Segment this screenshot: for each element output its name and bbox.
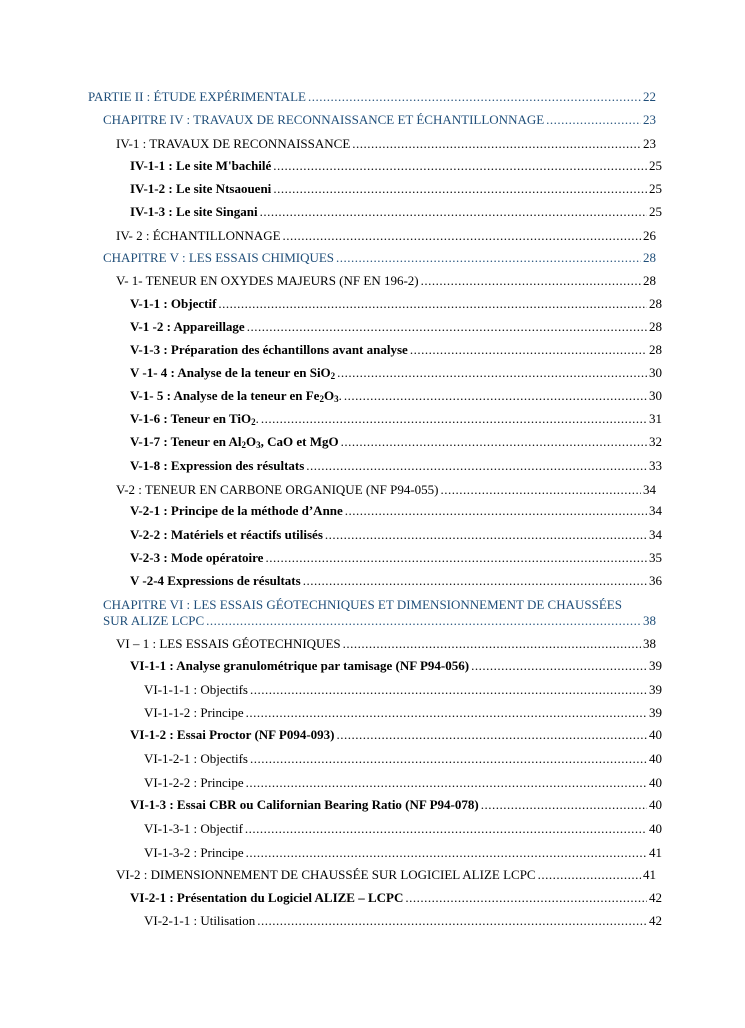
toc-entry-chapitre-4[interactable] <box>103 111 656 129</box>
toc-entry-partie-2[interactable] <box>88 88 656 106</box>
toc-entry-title: V-1-3 : Préparation des échantillons avant analyse <box>130 342 408 357</box>
toc-entry-title: VI-1-2 : Essai Proctor (NF P094-093) <box>130 727 335 742</box>
toc-entry-v-2-3[interactable] <box>130 549 662 567</box>
toc-entry-title: VI – 1 : LES ESSAIS GÉOTECHNIQUES <box>116 636 341 651</box>
toc-entry-vi-1-2[interactable] <box>130 726 662 744</box>
toc-entry-vi-2[interactable] <box>116 866 656 884</box>
toc-entry-v-1-8[interactable] <box>130 457 662 475</box>
toc-page-number: 30 <box>649 365 662 380</box>
toc-entry-title: VI-2 : DIMENSIONNEMENT DE CHAUSSÉE SUR LOGICIEL ALIZE LCPC <box>116 867 536 882</box>
toc-page-number: 39 <box>649 705 662 720</box>
toc-entry-iv-1-2[interactable] <box>130 180 662 198</box>
toc-page-number: 34 <box>643 482 656 497</box>
toc-entry-title: SUR ALIZE LCPC <box>103 613 205 628</box>
toc-page-number: 23 <box>643 112 656 127</box>
toc-page-number: 28 <box>649 319 662 334</box>
toc-entry-v-2-4[interactable] <box>130 572 662 590</box>
toc-entry-vi-1-1[interactable] <box>130 657 662 675</box>
toc-entry-title: IV-1-1 : Le site M'bachilé <box>130 158 272 173</box>
toc-entry-title: CHAPITRE V : LES ESSAIS CHIMIQUES <box>103 250 335 265</box>
toc-entry-vi-1-3-2[interactable] <box>144 844 662 862</box>
toc-entry-title: VI-1-3-2 : Principe <box>144 845 244 860</box>
toc-entry-title: V- 1- TENEUR EN OXYDES MAJEURS (NF EN 196-2) <box>116 273 419 288</box>
toc-entry-title: V-2 : TENEUR EN CARBONE ORGANIQUE (NF P94-055) <box>116 482 439 497</box>
toc-entry-vi-2-1[interactable] <box>130 889 662 907</box>
toc-entry-iv-1-1[interactable] <box>130 157 662 175</box>
toc-entry-vi-1-3-1[interactable] <box>144 820 662 838</box>
toc-entry-v-2-2[interactable] <box>130 526 662 544</box>
toc-page-number: 25 <box>649 181 662 196</box>
toc-entry-title: V-1-1 : Objectif <box>130 296 217 311</box>
toc-entry-vi-2-1-1[interactable] <box>144 912 662 930</box>
toc-page-number: 42 <box>649 913 662 928</box>
toc-page-number: 40 <box>649 751 662 766</box>
toc-entry-vi-1-2-1[interactable] <box>144 750 662 768</box>
toc-page-number: 28 <box>643 273 656 288</box>
toc-entry-title: V-1 -2 : Appareillage <box>130 319 245 334</box>
toc-page-number: 26 <box>643 228 656 243</box>
toc-page-number: 40 <box>649 821 662 836</box>
toc-page-number: 31 <box>649 411 662 426</box>
toc-page-number: 42 <box>649 890 662 905</box>
toc-entry-chapitre-6-line1[interactable]: CHAPITRE VI : LES ESSAIS GÉOTECHNIQUES ET DIMENSIONNEMENT DE CHAUSSÉES <box>103 597 622 612</box>
toc-page-number: 38 <box>643 613 656 628</box>
toc-entry-title: VI-2-1-1 : Utilisation <box>144 913 256 928</box>
toc-entry-title: CHAPITRE IV : TRAVAUX DE RECONNAISSANCE ET ÉCHANTILLONNAGE <box>103 112 545 127</box>
toc-entry-v-2[interactable] <box>116 481 656 499</box>
toc-entry-vi-1-3[interactable] <box>130 796 662 814</box>
toc-entry-title: PARTIE II : ÉTUDE EXPÉRIMENTALE <box>88 89 306 104</box>
toc-entry-iv-1[interactable] <box>116 135 656 153</box>
toc-page-number: 28 <box>649 342 662 357</box>
toc-entry-title: VI-1-3-1 : Objectif <box>144 821 243 836</box>
toc-page-number: 32 <box>649 434 662 449</box>
toc-entry-v-1-6[interactable] <box>130 410 662 428</box>
toc-entry-iv-2[interactable] <box>116 227 656 245</box>
toc-page-number: 39 <box>649 682 662 697</box>
toc-page-number: 40 <box>649 797 662 812</box>
toc-page-number: 34 <box>649 527 662 542</box>
toc-page-number: 25 <box>649 204 662 219</box>
toc-entry-vi-1-1-1[interactable] <box>144 681 662 699</box>
toc-page-number: 33 <box>649 458 662 473</box>
toc-page-number: 35 <box>649 550 662 565</box>
toc-entry-iv-1-3[interactable] <box>130 203 662 221</box>
toc-entry-v-1[interactable] <box>116 272 656 290</box>
toc-page-number: 28 <box>649 296 662 311</box>
toc-entry-title: V-1-8 : Expression des résultats <box>130 458 305 473</box>
toc-entry-title: VI-1-2-1 : Objectifs <box>144 751 248 766</box>
toc-entry-title: V-2-3 : Mode opératoire <box>130 550 264 565</box>
toc-entry-title: V -1- 4 : Analyse de la teneur en SiO$_2$ <box>130 365 336 381</box>
toc-entry-title: VI-2-1 : Présentation du Logiciel ALIZE – LCPC <box>130 890 404 905</box>
toc-page-number: 28 <box>643 250 656 265</box>
toc-page-number: 30 <box>649 388 662 403</box>
toc-entry-chapitre-6[interactable] <box>103 612 656 630</box>
toc-entry-v-1-2[interactable] <box>130 318 662 336</box>
toc-entry-title: V-2-1 : Principe de la méthode d’Anne <box>130 503 343 518</box>
toc-page-number: 41 <box>643 867 656 882</box>
toc-entry-title: V -2-4 Expressions de résultats <box>130 573 301 588</box>
toc-entry-title: V-1-7 : Teneur en $Al_2O_3$, CaO et MgO <box>130 434 339 450</box>
toc-entry-title: V-1-6 : Teneur en TiO$_2$. <box>130 411 259 427</box>
toc-entry-title: IV- 2 : ÉCHANTILLONNAGE <box>116 228 281 243</box>
toc-entry-title: VI-1-1-1 : Objectifs <box>144 682 248 697</box>
toc-entry-title: V-2-2 : Matériels et réactifs utilisés <box>130 527 323 542</box>
toc-entry-v-1-7[interactable] <box>130 433 662 451</box>
toc-page-number: 22 <box>643 89 656 104</box>
toc-entry-v-2-1[interactable] <box>130 502 662 520</box>
toc-page-number: 40 <box>649 727 662 742</box>
toc-entry-title: VI-1-3 : Essai CBR ou Californian Bearing Ratio (NF P94-078) <box>130 797 479 812</box>
toc-entry-title: VI-1-2-2 : Principe <box>144 775 244 790</box>
toc-entry-title: IV-1-3 : Le site Singani <box>130 204 258 219</box>
toc-entry-vi-1[interactable] <box>116 635 656 653</box>
toc-entry-title: VI-1-1-2 : Principe <box>144 705 244 720</box>
toc-page-number: 41 <box>649 845 662 860</box>
toc-page-number: 38 <box>643 636 656 651</box>
toc-entry-v-1-1[interactable] <box>130 295 662 313</box>
toc-page-number: 34 <box>649 503 662 518</box>
toc-entry-v-1-3[interactable] <box>130 341 662 359</box>
toc-entry-v-1-5[interactable] <box>130 387 662 405</box>
toc-entry-v-1-4[interactable] <box>130 364 662 382</box>
toc-page-number: 25 <box>649 158 662 173</box>
toc-entry-chapitre-5[interactable] <box>103 249 656 267</box>
toc-page-number: 40 <box>649 775 662 790</box>
toc-entry-title: VI-1-1 : Analyse granulométrique par tamisage (NF P94-056) <box>130 658 470 673</box>
toc-entry-title: IV-1-2 : Le site Ntsaoueni <box>130 181 272 196</box>
toc-entry-title: IV-1 : TRAVAUX DE RECONNAISSANCE <box>116 136 351 151</box>
toc-page-number: 23 <box>643 136 656 151</box>
toc-entry-vi-1-2-2[interactable] <box>144 774 662 792</box>
toc-page-number: 39 <box>649 658 662 673</box>
toc-entry-title: V-1- 5 : Analyse de la teneur en $Fe_2O_3$. <box>130 388 342 404</box>
toc-entry-vi-1-1-2[interactable] <box>144 704 662 722</box>
toc-page-number: 36 <box>649 573 662 588</box>
